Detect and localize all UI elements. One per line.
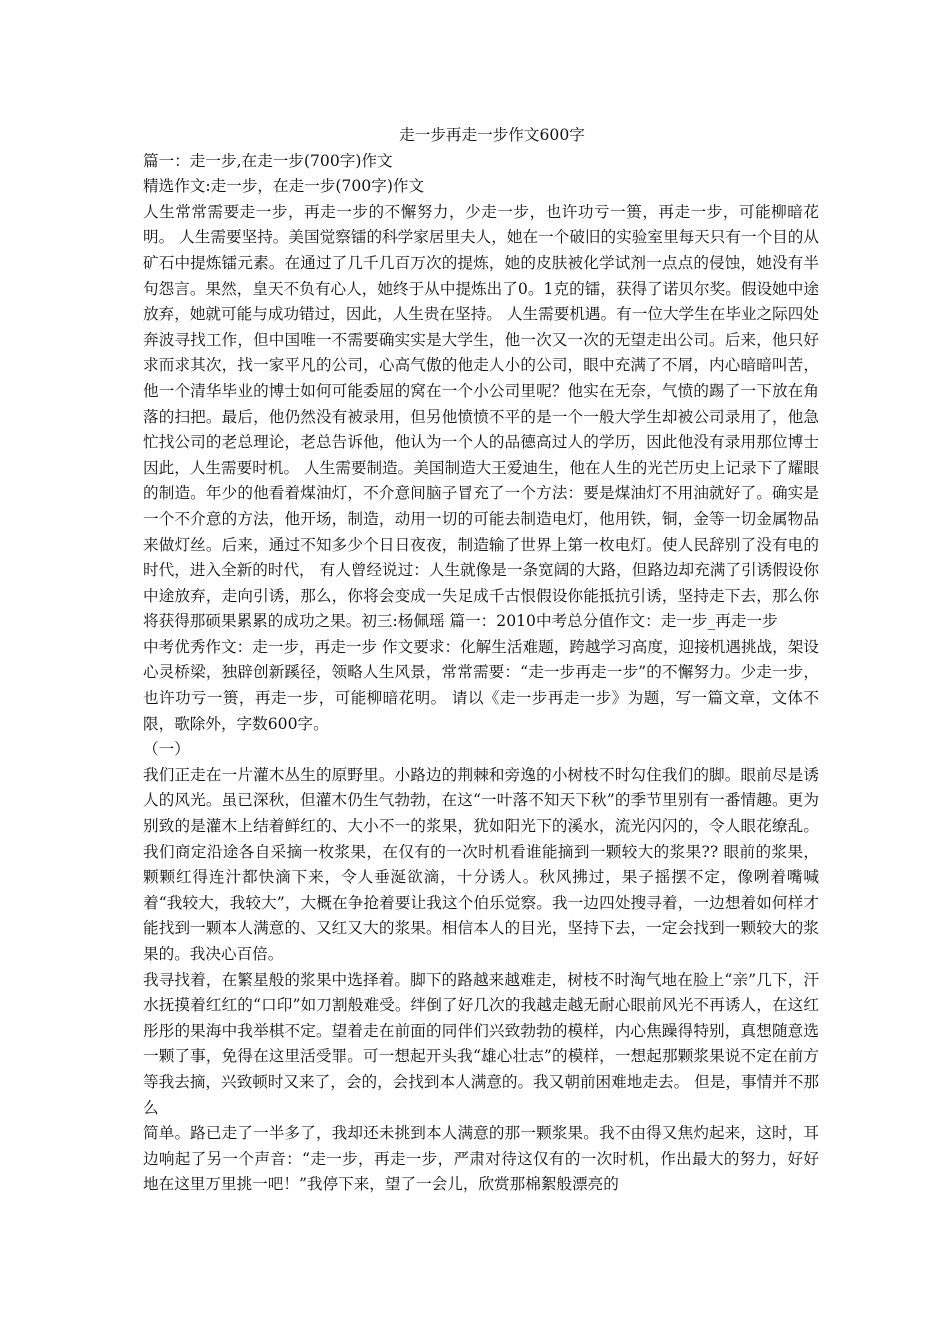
body-paragraph-3: 我们正走在一片灌木丛生的原野里。小路边的荆棘和旁逸的小树枝不时勾住我们的脚。眼前尽是诱人的风光。虽已深秋，但灌木仍生气勃勃，在这“一叶落不知天下秋”的季节里别有一番情趣。更为别致的是灌木上结着鲜红的、大小不一的浆果，犹如阳光下的溪水，流光闪闪的，令人眼花缭乱。我们商定沿途各自采摘一枚浆果，在仅有的一次时机看谁能摘到一颗较大的浆果?? 眼前的浆果，颗颗红得连汁都快滴下来，令人垂涎欲滴，十分诱人。秋风拂过，果子摇摆不定，像咧着嘴喊着“我较大，我较大”，大概在争抢着要让我这个伯乐觉察。我一边四处搜寻着，一边想着如何样才能找到一颗本人满意的、又红又大的浆果。相信本人的目光，坚持下去，一定会找到一颗较大的浆果的。我决心百倍。 xyxy=(143,765,819,963)
body-paragraph-5: 简单。路已走了一半多了，我却还未挑到本人满意的那一颗浆果。我不由得又焦灼起来，这时，耳边响起了另一个声音：“走一步，再走一步，严肃对待这仅有的一次时机，作出最大的努力，好好地在这里万里挑一吧！”我停下来，望了一会儿，欣赏那棉絮般漂亮的 xyxy=(143,1124,819,1194)
section-heading-2: 精选作文:走一步，在走一步(700字)作文 xyxy=(143,177,425,196)
body-paragraph-2: 中考优秀作文：走一步，再走一步 作文要求：化解生活难题，跨越学习高度，迎接机遇挑战，架设心灵桥梁，独辟创新蹊径，领略人生风景，常常需要：“走一步再走一步”的不懈努力。少走一步，也许功亏一篑，再走一步，可能柳暗花明。 请以《走一步再走一步》为题，写一篇文章，文体不限，歌除外，字数600字。 xyxy=(143,637,819,733)
document-title: 走一步再走一步作文600字 xyxy=(399,126,585,144)
document-body xyxy=(143,123,819,1198)
body-paragraph-4: 我寻找着，在繁星般的浆果中选择着。脚下的路越来越难走，树枝不时淘气地在脸上“亲”几下，汗水抚摸着红红的“口印”如刀割般难受。绊倒了好几次的我越走越无耐心眼前风光不再诱人，在这红彤彤的果海中我举棋不定。望着走在前面的同伴们兴致勃勃的模样，内心焦躁得特别，真想随意选一颗了事，免得在这里活受罪。可一想起开头我“雄心壮志”的模样，一想起那颗浆果说不定在前方等我去摘，兴致顿时又来了，会的，会找到本人满意的。我又朝前困难地走去。 但是，事情并不那么 xyxy=(143,970,819,1117)
body-paragraph-1: 人生常常需要走一步，再走一步的不懈努力，少走一步，也许功亏一篑，再走一步，可能柳暗花明。 人生需要坚持。美国觉察镭的科学家居里夫人，她在一个破旧的实验室里每天只有一个目的从矿石中提炼镭元素。在通过了几千几百万次的提炼，她的皮肤被化学试剂一点点的侵蚀，她没有半句怨言。果然，皇天不负有心人，她终于从中提炼出了0。1克的镭，获得了诺贝尔奖。假设她中途放弃，她就可能与成功错过，因此，人生贵在坚持。 人生需要机遇。有一位大学生在毕业之际四处奔波寻找工作，但中国唯一不需要确实实是大学生，他一次又一次的无望走出公司。后来，他只好求而求其次，找一家平凡的公司，心高气傲的他走人小的公司，眼中充满了不屑，内心暗暗叫苦，他一个清华毕业的博士如何可能委屈的窝在一个小公司里呢？他实在无奈，气愤的踢了一下放在角落的扫把。最后，他仍然没有被录用，但另他愤愤不平的是一个一般大学生却被公司录用了，他急忙找公司的老总理论，老总告诉他，他认为一个人的品德高过人的学历，因此他没有录用那位博士因此，人生需要时机。 人生需要制造。美国制造大王爱迪生，他在人生的光芒历史上记录下了耀眼的制造。年少的他看着煤油灯，不介意间脑子冒充了一个方法：要是煤油灯不用油就好了。确实是一个不介意的方法，他开场，制造，动用一切的可能去制造电灯，他用铁，铜，金等一切金属物品来做灯丝。后来，通过不知多少个日日夜夜，制造输了世界上第一枚电灯。使人民辞别了没有电的时代，进入全新的时代， 有人曾经说过：人生就像是一条宽阔的大路，但路边却充满了引诱假设你中途放弃，走向引诱，那么，你将会变成一失足成千古恨假设你能抵抗引诱，坚持走下去，那么你将获得那硕果累累的成功之果。初三:杨佩瑶 篇一：2010中考总分值作文：走一步_再走一步 xyxy=(143,202,819,631)
section-marker: （一） xyxy=(143,740,190,759)
section-heading-1: 篇一：走一步,在走一步(700字)作文 xyxy=(143,151,393,170)
